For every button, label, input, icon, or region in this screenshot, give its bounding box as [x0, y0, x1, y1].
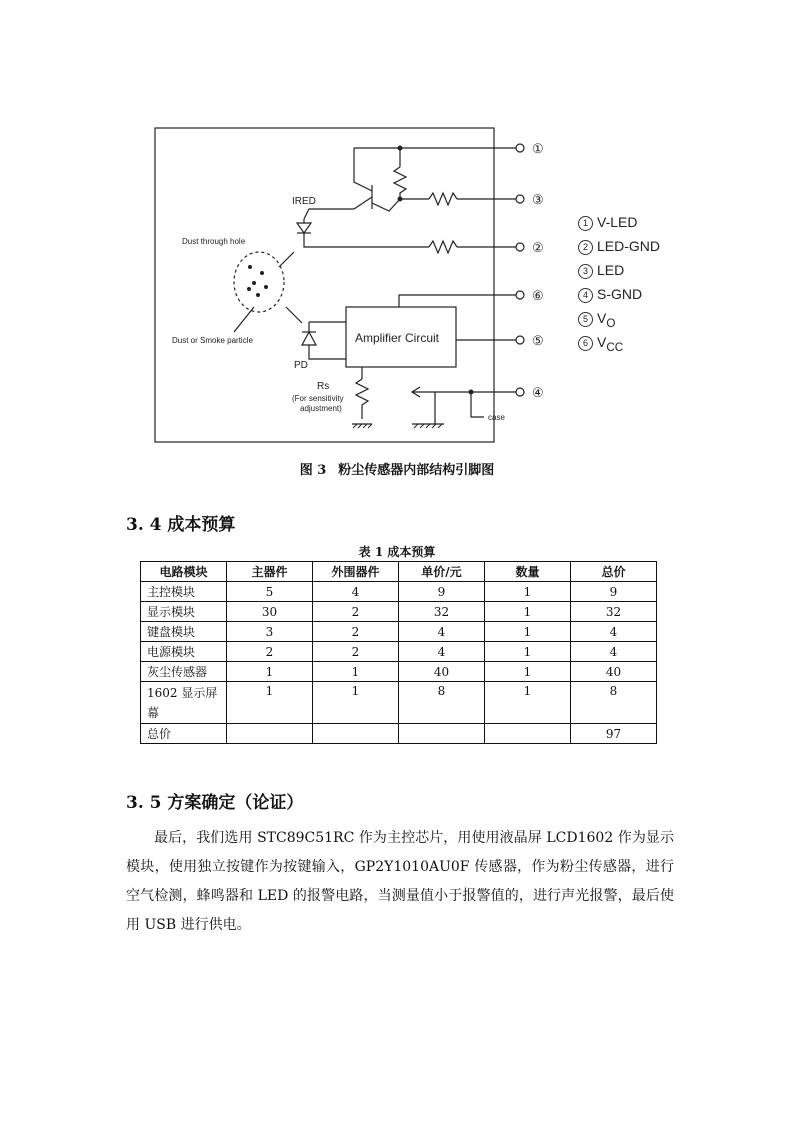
table-cell: 9	[571, 582, 657, 602]
table-cell	[313, 724, 399, 744]
table-cell: 4	[399, 622, 485, 642]
table-cell: 4	[571, 622, 657, 642]
column-header: 数量	[485, 562, 571, 582]
figure-title: 粉尘传感器内部结构引脚图	[338, 463, 495, 478]
table-cell: 1	[313, 682, 399, 724]
pin-mark: ②	[532, 240, 544, 255]
figure-number: 图 3	[299, 463, 327, 478]
table-cell: 4	[313, 582, 399, 602]
ired-label: IRED	[292, 196, 316, 207]
table-total-row	[141, 724, 657, 744]
legend-item: 6 $V_{CC}$	[578, 330, 698, 354]
table-cell: 2	[227, 642, 313, 662]
table-cell: 1	[485, 582, 571, 602]
table-cell: 4	[571, 642, 657, 662]
pin-terminal	[516, 388, 524, 396]
table-cell: 3	[227, 622, 313, 642]
pin-mark: ①	[532, 141, 544, 156]
table-row	[141, 662, 657, 682]
table-cell: 32	[571, 602, 657, 622]
table-cell: 2	[313, 602, 399, 622]
table-row	[141, 622, 657, 642]
pin-terminal	[516, 195, 524, 203]
pin-terminal	[516, 291, 524, 299]
legend-item: 4 S-GND	[578, 282, 698, 306]
body-paragraph: 最后，我们选用 STC89C51RC 作为主控芯片，用使用液晶屏 LCD1602 作为显示模块，使用独立按键作为按键输入，GP2Y1010AU0F 传感器，作为粉尘传感器，进行空气检测，蜂鸣器和 LED 的报警电路，当测量值小于报警值的，进行声光报警，最后使用 USB 进行供电。	[126, 830, 674, 933]
column-header: 主器件	[227, 562, 313, 582]
table-cell: 97	[571, 724, 657, 744]
table-cell: 键盘模块	[141, 622, 227, 642]
column-header: 总价	[571, 562, 657, 582]
legend-item: 1 V-LED	[578, 210, 698, 234]
table-row	[141, 682, 657, 724]
table-cell: 显示模块	[141, 602, 227, 622]
table-cell: 电源模块	[141, 642, 227, 662]
table-cell: 1	[485, 642, 571, 662]
column-header: 电路模块	[141, 562, 227, 582]
dust-hole-label: Dust through hole	[182, 237, 246, 246]
table-row	[141, 602, 657, 622]
amplifier-label: Amplifier Circuit	[355, 331, 440, 345]
column-header: 单价/元	[399, 562, 485, 582]
table-cell: 32	[399, 602, 485, 622]
legend-item: 3 LED	[578, 258, 698, 282]
table-cell: 5	[227, 582, 313, 602]
table-cell: 灰尘传感器	[141, 662, 227, 682]
section-heading-3-5: 3. 5 方案确定（论证）	[126, 793, 304, 813]
table-cell: 1602 显示屏幕	[141, 682, 227, 724]
dust-hole-circle	[234, 252, 284, 312]
table-cell: 1	[485, 662, 571, 682]
table-cell: 8	[571, 682, 657, 724]
pin-terminal	[516, 336, 524, 344]
column-header: 外围器件	[313, 562, 399, 582]
table-cell: 1	[485, 682, 571, 724]
table-cell: 1	[485, 602, 571, 622]
legend-item: 2 LED-GND	[578, 234, 698, 258]
rs-note: adjustment)	[300, 404, 342, 413]
pin-terminal	[516, 144, 524, 152]
table-header-row	[141, 562, 657, 582]
pin3-resistor	[429, 193, 457, 205]
pin-mark: ⑤	[532, 333, 544, 348]
pd-label: PD	[294, 360, 308, 371]
case-label: case	[488, 413, 505, 422]
pullup-resistor	[394, 167, 406, 199]
table-cell: 主控模块	[141, 582, 227, 602]
figure-caption	[0, 459, 794, 478]
table-cell: 8	[399, 682, 485, 724]
rs-resistor	[356, 379, 368, 419]
table-cell: 1	[227, 682, 313, 724]
sensor-circuit-figure	[154, 127, 544, 443]
particle-label: Dust or Smoke particle	[172, 336, 253, 345]
table-cell: 1	[485, 622, 571, 642]
legend-item: 5 $V_O$	[578, 306, 698, 330]
cost-budget-table	[140, 561, 657, 744]
pin-mark: ⑥	[532, 288, 544, 303]
rs-note: (For sensitivity	[292, 394, 344, 403]
table-cell: 1	[227, 662, 313, 682]
rs-label: Rs	[317, 381, 330, 392]
table-row	[141, 582, 657, 602]
table-cell: 2	[313, 642, 399, 662]
table-cell: 2	[313, 622, 399, 642]
table-cell	[227, 724, 313, 744]
table-cell: 总价	[141, 724, 227, 744]
pin-mark: ④	[532, 385, 544, 400]
table-cell: 40	[399, 662, 485, 682]
table-cell: 40	[571, 662, 657, 682]
table-cell: 30	[227, 602, 313, 622]
circuit-diagram	[154, 127, 554, 447]
table-cell: 4	[399, 642, 485, 662]
pin-legend	[578, 210, 698, 354]
pin2-resistor	[429, 241, 457, 253]
pin-mark: ③	[532, 192, 544, 207]
section-heading-3-4: 3. 4 成本预算	[126, 515, 236, 535]
table-cell: 9	[399, 582, 485, 602]
table-cell	[485, 724, 571, 744]
table-row	[141, 642, 657, 662]
table-cell	[399, 724, 485, 744]
table-cell: 1	[313, 662, 399, 682]
pin-terminal	[516, 243, 524, 251]
table-caption: 表 1 成本预算	[358, 545, 436, 559]
